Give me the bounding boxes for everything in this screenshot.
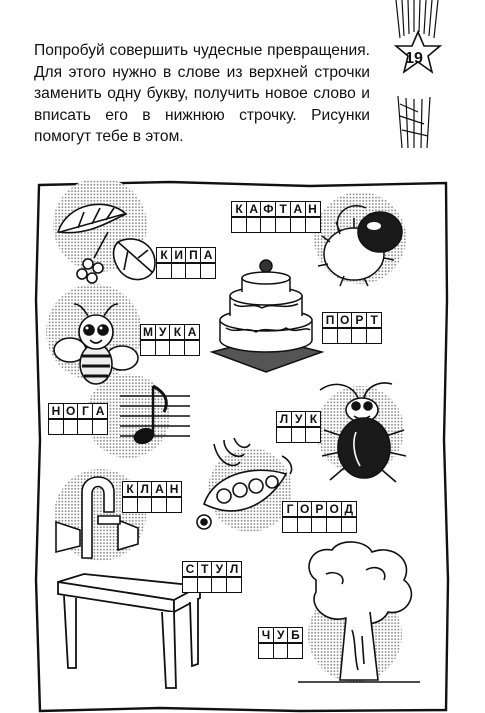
letter-cell: К: [305, 411, 321, 427]
page-number: 19: [405, 50, 423, 67]
answer-cell[interactable]: [260, 217, 276, 233]
letter-cell: Д: [341, 501, 357, 517]
answer-cell[interactable]: [322, 328, 338, 344]
letter-cell: А: [246, 201, 262, 217]
answer-cell[interactable]: [351, 328, 367, 344]
letter-cell: О: [337, 312, 353, 328]
puzzle-area: [0, 180, 485, 713]
answer-row: [156, 264, 216, 280]
letter-cell: К: [169, 324, 185, 340]
word-grid-stul: [182, 562, 242, 594]
answer-cell[interactable]: [77, 419, 93, 435]
letter-cell: Б: [287, 627, 303, 643]
answer-cell[interactable]: [297, 517, 313, 533]
letter-cell: Т: [197, 561, 213, 577]
beetle-icon: [312, 376, 412, 492]
answer-cell[interactable]: [156, 263, 172, 279]
answer-cell[interactable]: [171, 263, 187, 279]
letter-cell: Н: [166, 481, 182, 497]
answer-cell[interactable]: [226, 577, 242, 593]
answer-cell[interactable]: [63, 419, 79, 435]
letter-cell: М: [140, 324, 156, 340]
answer-cell[interactable]: [137, 497, 153, 513]
word-grid-noga: [48, 404, 108, 436]
oak-tree-icon: [296, 540, 422, 686]
word-grid-port: [322, 313, 382, 345]
letter-cell: Л: [226, 561, 242, 577]
letter-cell: Т: [366, 312, 382, 328]
letter-cell: О: [63, 403, 79, 419]
answer-cell[interactable]: [92, 419, 108, 435]
bee-icon: [50, 298, 145, 390]
answer-cell[interactable]: [282, 517, 298, 533]
answer-cell[interactable]: [326, 517, 342, 533]
given-word-row: [231, 202, 321, 218]
answer-cell[interactable]: [290, 217, 306, 233]
answer-row: [322, 329, 382, 345]
music-note-icon: [120, 380, 190, 448]
given-word-row: [182, 562, 242, 578]
letter-cell: Н: [48, 403, 64, 419]
answer-cell[interactable]: [366, 328, 382, 344]
letter-cell: У: [211, 561, 227, 577]
answer-cell[interactable]: [151, 497, 167, 513]
answer-cell[interactable]: [182, 577, 198, 593]
letter-cell: Т: [275, 201, 291, 217]
given-word-row: [140, 325, 200, 341]
answer-cell[interactable]: [305, 217, 321, 233]
word-grid-gorod: [282, 502, 357, 534]
answer-row: [48, 420, 108, 436]
answer-cell[interactable]: [211, 577, 227, 593]
answer-row: [182, 578, 242, 594]
answer-cell[interactable]: [275, 217, 291, 233]
answer-row: [140, 341, 200, 357]
answer-cell[interactable]: [166, 497, 182, 513]
letter-cell: У: [273, 627, 289, 643]
answer-cell[interactable]: [311, 517, 327, 533]
letter-cell: Л: [276, 411, 292, 427]
answer-cell[interactable]: [185, 263, 201, 279]
answer-cell[interactable]: [337, 328, 353, 344]
linden-leaf-icon: [48, 192, 168, 292]
given-word-row: [48, 404, 108, 420]
word-grid-kipa: [156, 248, 216, 280]
given-word-row: [122, 482, 182, 498]
answer-cell[interactable]: [291, 427, 307, 443]
given-word-row: [258, 628, 303, 644]
letter-cell: А: [200, 247, 216, 263]
faucet-icon: [52, 462, 142, 568]
letter-cell: У: [155, 324, 171, 340]
letter-cell: С: [182, 561, 198, 577]
answer-row: [258, 644, 303, 660]
instruction-text: Попробуй совершить чудесные превращения. Для этого нужно в слове из верхней строчки заменить одну букву, получить новое слово и вписать его в нижнюю строчку. Рисунки помогут тебе в этом.: [34, 42, 370, 145]
word-grid-luk: [276, 412, 321, 444]
letter-cell: Н: [305, 201, 321, 217]
letter-cell: У: [291, 411, 307, 427]
answer-cell[interactable]: [246, 217, 262, 233]
answer-cell[interactable]: [200, 263, 216, 279]
answer-cell[interactable]: [287, 643, 303, 659]
answer-cell[interactable]: [140, 340, 156, 356]
letter-cell: О: [297, 501, 313, 517]
answer-row: [122, 498, 182, 514]
answer-cell[interactable]: [276, 427, 292, 443]
letter-cell: А: [92, 403, 108, 419]
answer-cell[interactable]: [122, 497, 138, 513]
given-word-row: [276, 412, 321, 428]
letter-cell: Г: [77, 403, 93, 419]
letter-cell: К: [122, 481, 138, 497]
word-grid-chub: [258, 628, 303, 660]
letter-cell: К: [156, 247, 172, 263]
letter-cell: А: [290, 201, 306, 217]
letter-cell: И: [171, 247, 187, 263]
letter-cell: Р: [311, 501, 327, 517]
answer-row: [282, 518, 357, 534]
letter-cell: П: [322, 312, 338, 328]
answer-cell[interactable]: [305, 427, 321, 443]
answer-row: [231, 218, 321, 234]
answer-cell[interactable]: [197, 577, 213, 593]
given-word-row: [322, 313, 382, 329]
cake-icon: [206, 256, 326, 374]
answer-cell[interactable]: [184, 340, 200, 356]
answer-cell[interactable]: [155, 340, 171, 356]
word-grid-klan: [122, 482, 182, 514]
letter-cell: А: [151, 481, 167, 497]
answer-cell[interactable]: [169, 340, 185, 356]
answer-cell[interactable]: [273, 643, 289, 659]
letter-cell: Ф: [260, 201, 276, 217]
word-grid-muka: [140, 325, 200, 357]
given-word-row: [282, 502, 357, 518]
answer-cell[interactable]: [258, 643, 274, 659]
corner-brush-decoration: [388, 0, 448, 150]
word-grid-kaftan: [231, 202, 321, 234]
letter-cell: П: [185, 247, 201, 263]
letter-cell: К: [231, 201, 247, 217]
page-header: [0, 0, 485, 180]
answer-cell[interactable]: [341, 517, 357, 533]
letter-cell: Ч: [258, 627, 274, 643]
given-word-row: [156, 248, 216, 264]
answer-cell[interactable]: [231, 217, 247, 233]
answer-row: [276, 428, 321, 444]
letter-cell: Л: [137, 481, 153, 497]
letter-cell: О: [326, 501, 342, 517]
letter-cell: А: [184, 324, 200, 340]
letter-cell: Р: [351, 312, 367, 328]
letter-cell: Г: [282, 501, 298, 517]
answer-cell[interactable]: [48, 419, 64, 435]
